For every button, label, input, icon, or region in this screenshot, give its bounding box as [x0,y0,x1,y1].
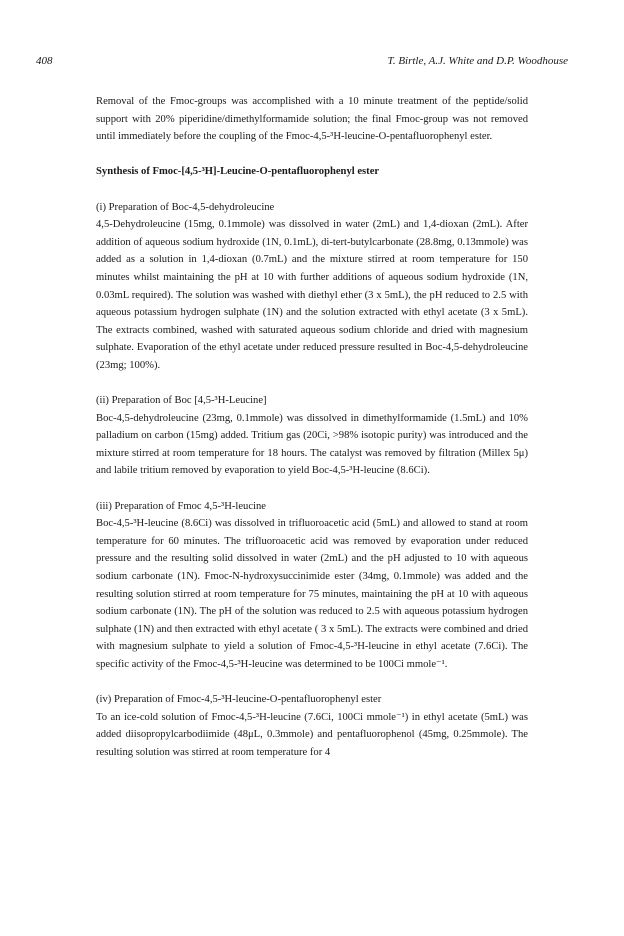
step-4 [96,691,528,761]
step-text: Boc-4,5-³H-leucine (8.6Ci) was dissolved in trifluoroacetic acid (5mL) and allowed to stand at room temperature for 60 minutes. The trifluoroacetic acid was removed by evaporation under reduced pressure and the resulting solid dissolved in water (2mL) and the pH adjusted to 10 with aqueous sodium carbonate (1N). Fmoc-N-hydroxysuccinimide ester (34mg, 0.1mmole) was added and the resulting solution stirred at room temperature for 75 minutes, maintaining the pH at 10 with aqueous sodium carbonate (1N). The pH of the solution was reduced to 2.5 with aqueous potassium hydrogen sulphate (1N) and then extracted with ethyl acetate ( 3 x 5mL). The extracts were combined and dried with magnesium sulphate to yield a solution of Fmoc-4,5-³H-leucine in ethyl acetate (7.6Ci). The specific activity of the Fmoc-4,5-³H-leucine was determined to be 100Ci mmole⁻¹. [96,518,528,670]
step-title: (i) Preparation of Boc-4,5-dehydroleucine [96,201,275,213]
page-number: 408 [36,55,53,67]
running-head-authors: T. Birtle, A.J. White and D.P. Woodhouse [387,55,568,67]
step-text: 4,5-Dehydroleucine (15mg, 0.1mmole) was dissolved in water (2mL) and 1,4-dioxan (2mL). After addition of aqueous sodium hydroxide (1N, 0.1mL), di-tert-butylcarbonate (28.8mg, 0.13mmole) was added as a solution in 1,4-dioxan (0.7mL) and the mixture stirred at room temperature for 150 minutes whilst maintaining the pH at 10 with further additions of aqueous sodium hydroxide (1N, 0.03mL required). The solution was washed with diethyl ether (3 x 5mL), the pH reduced to 2.5 with aqueous potassium hydrogen sulphate (1N) and the solution extracted with ethyl acetate (3 x 5mL). The extracts combined, washed with saturated aqueous sodium chloride and dried with magnesium sulphate. Evaporation of the ethyl acetate under reduced pressure resulted in Boc-4,5-dehydroleucine (23mg; 100%). [96,219,528,371]
intro-paragraph: Removal of the Fmoc-groups was accomplished with a 10 minute treatment of the peptide/solid support with 20% piperidine/dimethylformamide solution; the final Fmoc-group was not removed until immediately before the coupling of the Fmoc-4,5-³H-leucine-O-pentafluorophenyl ester. [96,96,528,143]
step-2 [96,392,528,480]
step-3 [96,498,528,674]
step-title: (iii) Preparation of Fmoc 4,5-³H-leucine [96,500,266,512]
page-header [36,55,568,71]
body-text [96,93,528,779]
step-title: (ii) Preparation of Boc [4,5-³H-Leucine] [96,395,267,407]
section-heading: Synthesis of Fmoc-[4,5-³H]-Leucine-O-pentafluorophenyl ester [96,166,380,178]
step-title: (iv) Preparation of Fmoc-4,5-³H-leucine-O-pentafluorophenyl ester [96,694,382,706]
step-text: Boc-4,5-dehydroleucine (23mg, 0.1mmole) was dissolved in dimethylformamide (1.5mL) and 10% palladium on carbon (15mg) added. Tritium gas (20Ci, >98% isotopic purity) was introduced and the mixture stirred at room temperature for 18 hours. The catalyst was removed by filtration (Millex 5μ) and labile tritium removed by evaporation to yield Boc-4,5-³H-leucine (8.6Ci). [96,412,528,477]
step-1 [96,199,528,375]
step-text: To an ice-cold solution of Fmoc-4,5-³H-leucine (7.6Ci, 100Ci mmole⁻¹) in ethyl acetate (5mL) was added diisopropylcarbodiimide (48μL, 0.3mmole) and pentafluorophenol (45mg, 0.25mmole). The resulting solution was stirred at room temperature for 4 [96,711,528,758]
